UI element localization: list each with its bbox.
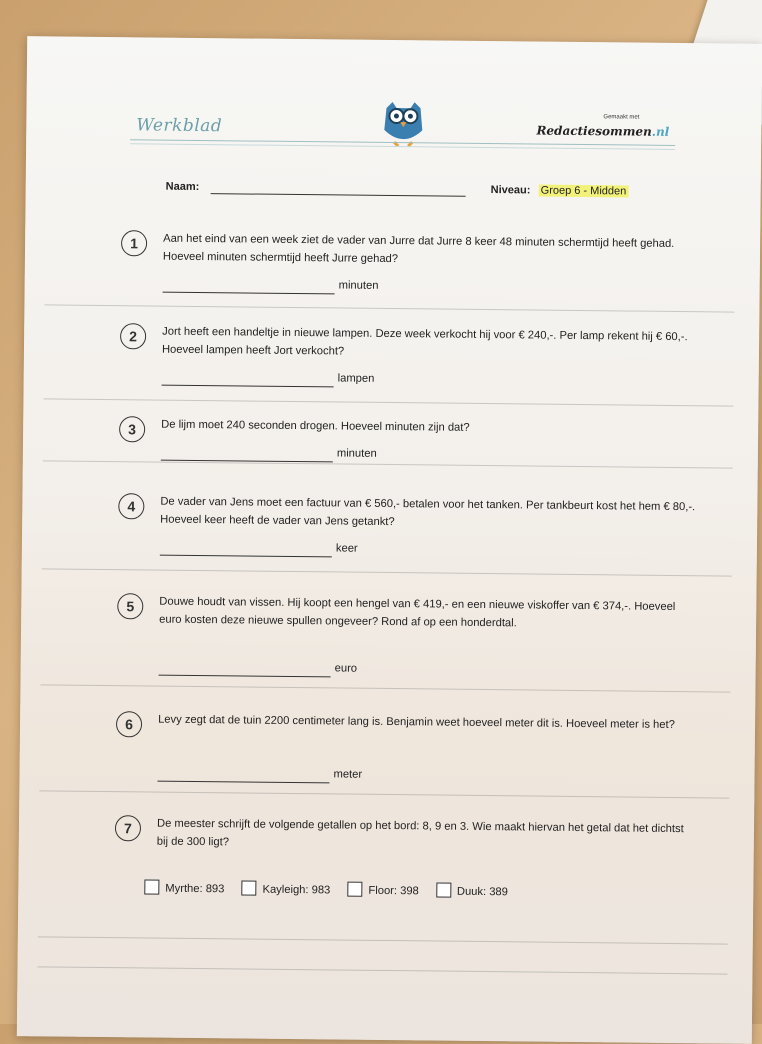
show-through-line: [38, 936, 728, 944]
answer-unit: meter: [333, 768, 363, 781]
question-7: [115, 815, 715, 899]
question-number: 5: [117, 593, 143, 619]
question-1: [121, 230, 721, 292]
level-label: Niveau:: [490, 184, 531, 197]
made-with-label: Gemaakt met: [603, 114, 640, 121]
option-label: Duuk: 389: [456, 885, 508, 899]
checkbox[interactable]: [436, 883, 451, 898]
option-label: Floor: 398: [368, 884, 419, 898]
answer-field[interactable]: [159, 663, 331, 678]
show-through-line: [43, 460, 733, 468]
name-field[interactable]: [211, 193, 466, 197]
question-text: Jort heeft een handeltje in nieuwe lampen. Deze week verkocht hij voor € 240,-. Per lamp rekent hij € 60,-. Hoeveel lampen heeft Jort verkocht?: [161, 325, 688, 358]
show-through-line: [43, 398, 733, 406]
option-duuk[interactable]: [436, 883, 508, 902]
answer-unit: lampen: [337, 372, 375, 385]
question-number: 6: [116, 711, 142, 737]
question-text: Levy zegt dat de tuin 2200 centimeter lang is. Benjamin weet hoeveel meter dit is. Hoeveel meter is het?: [158, 713, 675, 731]
answer-row: [161, 443, 377, 463]
answer-unit: minuten: [336, 447, 377, 460]
answer-row: [163, 275, 379, 295]
checkbox[interactable]: [144, 879, 159, 894]
answer-field[interactable]: [163, 280, 335, 295]
worksheet-title: Werkblad: [136, 115, 223, 137]
show-through-line: [44, 304, 734, 312]
checkbox[interactable]: [347, 882, 362, 897]
question-number: 2: [120, 323, 146, 349]
question-text: Aan het eind van een week ziet de vader van Jurre dat Jurre 8 keer 48 minuten schermtijd heeft gehad. Hoeveel minuten schermtijd heeft Jurre gehad?: [162, 232, 675, 266]
answer-field[interactable]: [162, 373, 334, 388]
question-3: [119, 416, 719, 460]
question-text: De lijm moet 240 seconden drogen. Hoeveel minuten zijn dat?: [161, 418, 470, 434]
answer-row: [162, 368, 375, 388]
question-5: [117, 593, 717, 675]
answer-unit: minuten: [338, 279, 379, 292]
answer-field[interactable]: [160, 543, 332, 558]
question-number: 1: [121, 230, 147, 256]
option-label: Myrthe: 893: [165, 882, 225, 896]
brand-name: Redactiesommen: [536, 123, 652, 139]
answer-field[interactable]: [157, 769, 329, 784]
brand-suffix: .nl: [651, 124, 670, 139]
question-text: De meester schrijft de volgende getallen op het bord: 8, 9 en 3. Wie maakt hiervan het getal dat het dichtst bij de 300 ligt?: [156, 817, 684, 849]
show-through-line: [39, 790, 729, 798]
answer-field[interactable]: [161, 448, 333, 463]
question-text: Douwe houdt van vissen. Hij koopt een hengel van € 419,- en een nieuwe viskoffer van € 374,-. Hoeveel euro kosten deze nieuwe spullen ongeveer? Rond af op een honderdtal.: [159, 595, 676, 630]
option-label: Kayleigh: 983: [262, 883, 331, 897]
name-label: Naam:: [165, 180, 200, 193]
question-number: 4: [118, 493, 144, 519]
question-4: [118, 493, 718, 555]
meta-row: [166, 181, 686, 208]
question-number: 3: [119, 416, 145, 442]
brand-logo: [536, 124, 669, 139]
show-through-line: [42, 568, 732, 576]
question-6: [116, 711, 716, 781]
level-value: Groep 6 - Midden: [540, 184, 627, 198]
answer-row: [159, 658, 358, 678]
option-myrthe[interactable]: [144, 879, 224, 898]
option-kayleigh[interactable]: [241, 880, 330, 899]
show-through-line: [38, 966, 728, 974]
answer-row: [157, 764, 362, 784]
checkbox[interactable]: [241, 880, 256, 895]
worksheet: [17, 36, 762, 1044]
worksheet-header: [130, 107, 676, 173]
question-text: De vader van Jens moet een factuur van € 560,- betalen voor het tanken. Per tankbeurt kost het hem € 80,-. Hoeveel keer heeft de vader van Jens getankt?: [160, 495, 696, 529]
answer-options: [144, 879, 522, 901]
show-through-line: [40, 684, 730, 692]
option-floor[interactable]: [347, 882, 419, 901]
answer-unit: keer: [335, 542, 358, 555]
question-2: [120, 323, 720, 385]
answer-row: [160, 538, 358, 558]
question-number: 7: [115, 815, 141, 841]
answer-unit: euro: [334, 662, 358, 675]
